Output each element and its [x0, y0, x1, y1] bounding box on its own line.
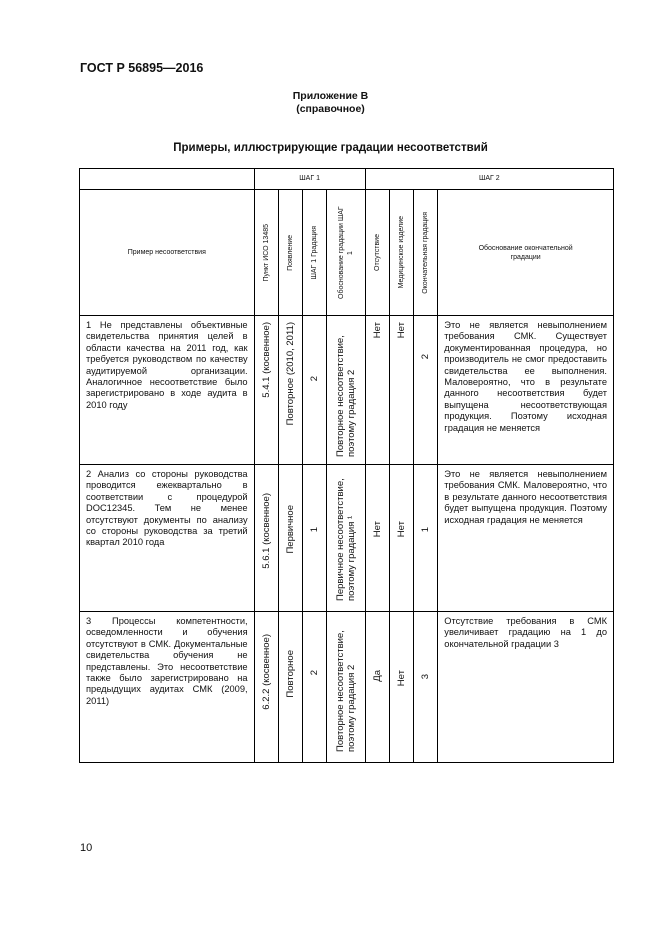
row1-final-reason: Это не является невыполнением требования СМК. Существует документированная процедура, но производитель не смог предоставить свидетельства ее выполнения. Маловероятно, что в результате данного несоответствия будет выпущена несоответствующая продукция. Поэтому исходная градация не меняется [438, 316, 614, 465]
row1-reason-text: Повторное несоответствие, поэтому градация 2 [334, 335, 357, 457]
header-medical-device [389, 190, 413, 316]
row2-clause-text: 5.6.1 (косвенное) [260, 493, 272, 569]
header-final-grade [414, 190, 438, 316]
table-row [80, 316, 614, 465]
row2-clause [254, 465, 278, 612]
header-step1-reason [327, 190, 365, 316]
row1-grade [303, 316, 327, 465]
header-step1-reason-text: Обоснование градации ШАГ 1 [337, 206, 354, 299]
row2-occurrence-text: Первичное [284, 505, 296, 554]
row1-device-text: Нет [395, 322, 407, 339]
header-step1-grade-text: ШАГ 1 Градация [311, 225, 319, 280]
appendix-title: Приложение В [292, 90, 369, 102]
appendix-subtitle: (справочное) [296, 103, 365, 115]
header-final-grade-text: Окончательная градация [422, 211, 430, 294]
row3-final-grade-text: 3 [420, 674, 432, 680]
row1-reason [327, 316, 365, 465]
row1-clause-text: 5.4.1 (косвенное) [260, 322, 272, 398]
row2-final-grade-text: 1 [420, 527, 432, 533]
row2-absence-text: Нет [371, 521, 383, 538]
row3-occurrence [278, 612, 302, 763]
row1-grade-text: 2 [309, 376, 321, 382]
row1-absence-text: Нет [371, 322, 383, 339]
row3-device [389, 612, 413, 763]
row2-occurrence [278, 465, 302, 612]
header-final-reason-text: Обоснование окончательной градации [478, 244, 573, 261]
row1-device [389, 316, 413, 465]
row2-grade-text: 1 [309, 527, 321, 533]
row3-device-text: Нет [395, 670, 407, 687]
row1-final-grade-text: 2 [420, 354, 432, 360]
row1-occurrence [278, 316, 302, 465]
header-final-reason [438, 190, 614, 316]
column-header-row [80, 190, 614, 316]
row3-clause-text: 6.2.2 (косвенное) [260, 634, 272, 710]
header-medical-device-text: Медицинское изделие [397, 216, 405, 289]
step1-header: ШАГ 1 [254, 169, 365, 190]
row2-absence [365, 465, 389, 612]
row3-final-reason: Отсутствие требования в СМК увеличивает градацию на 1 до окончательной градации 3 [438, 612, 614, 763]
header-absence [365, 190, 389, 316]
step-header-blank [80, 169, 255, 190]
page-number: 10 [80, 842, 93, 854]
row2-device [389, 465, 413, 612]
header-absence-text: Отсутствие [373, 234, 381, 271]
row3-reason-text: Повторное несоответствие, поэтому градация 2 [334, 630, 357, 752]
row3-reason [327, 612, 365, 763]
row3-clause [254, 612, 278, 763]
header-iso-clause-text: Пункт ИСО 13485 [262, 223, 270, 282]
step2-header: ШАГ 2 [365, 169, 613, 190]
header-occurrence-text: Появление [286, 234, 294, 271]
appendix-heading [0, 90, 661, 116]
row2-reason-text: Первичное несоответствие, поэтому градация ¹ [334, 478, 357, 601]
row2-example: 2 Анализ со стороны руководства проводится ежеквартально в соответствии с процедурой DOC12345. Тем не менее отсутствуют документы по анализу со стороны руководства за третий квартал 2010 года [80, 465, 255, 612]
step-header-row [80, 169, 614, 190]
row2-reason [327, 465, 365, 612]
header-iso-clause [254, 190, 278, 316]
row3-absence-text: Да [371, 670, 383, 682]
row1-clause [254, 316, 278, 465]
row3-occurrence-text: Повторное [284, 650, 296, 698]
table-row [80, 612, 614, 763]
page-title: Примеры, иллюстрирующие градации несоответствий [173, 142, 488, 154]
row3-final-grade [414, 612, 438, 763]
row1-final-grade [414, 316, 438, 465]
table-row [80, 465, 614, 612]
row1-occurrence-text: Повторное (2010, 2011) [284, 322, 296, 426]
header-step1-grade [303, 190, 327, 316]
header-example: Пример несоответствия [80, 190, 255, 316]
header-occurrence [278, 190, 302, 316]
row3-grade [303, 612, 327, 763]
row2-device-text: Нет [395, 521, 407, 538]
row2-final-reason: Это не является невыполнением требования СМК. Маловероятно, что в результате данного несоответствия будет выпущена продукция. Поэтому исходная градация не меняется [438, 465, 614, 612]
row2-grade [303, 465, 327, 612]
row1-example: 1 Не представлены объективные свидетельства принятия целей в области качества на 2011 год, как требуется руководством по качеству аудитируемой организации. Аналогичное несоответствие было зарегистрировано в ходе аудита в 2010 году [80, 316, 255, 465]
row3-grade-text: 2 [309, 670, 321, 676]
document-code: ГОСТ Р 56895—2016 [80, 61, 204, 75]
row3-example: 3 Процессы компетентности, осведомленности и обучения отсутствуют в СМК. Документальные свидетельства обучения не представлены. Это несоответствие также было зарегистрировано на предыдущих аудитах СМК (2009, 2011) [80, 612, 255, 763]
nonconformity-table [79, 168, 614, 763]
row3-absence [365, 612, 389, 763]
row1-absence [365, 316, 389, 465]
row2-final-grade [414, 465, 438, 612]
